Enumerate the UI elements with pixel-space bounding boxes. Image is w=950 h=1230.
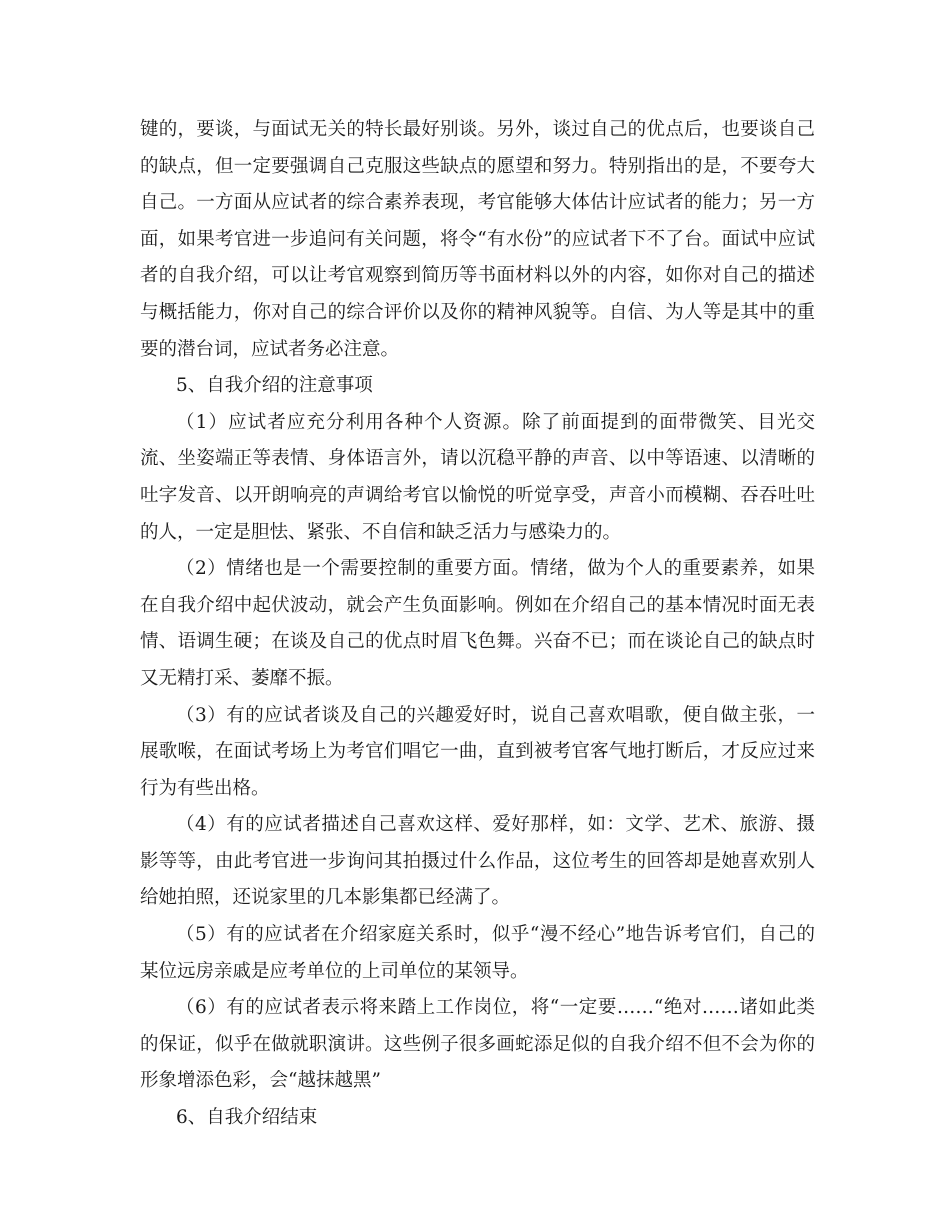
paragraph-item-1: （1）应试者应充分利用各种个人资源。除了前面提到的面带微笑、目光交流、坐姿端正等表情、身体语言外，请以沉稳平静的声音、以中等语速、以清晰的吐字发音、以开朗响亮的声调给考官以愉悦的听觉享受，声音小而模糊、吞吞吐吐的人，一定是胆怯、紧张、不自信和缺乏活力与感染力的。 [140, 411, 815, 543]
paragraph-continued-intro: 键的，要谈，与面试无关的特长最好别谈。另外，谈过自己的优点后，也要谈自己的缺点，但一定要强调自己克服这些缺点的愿望和努力。特别指出的是，不要夸大自己。一方面从应试者的综合素养表现，考官能够大体估计应试者的能力；另一方面，如果考官进一步追问有关问题，将令“有水份”的应试者下不了台。面试中应试者的自我介绍，可以让考官观察到简历等书面材料以外的内容，如你对自己的描述与概括能力，你对自己的综合评价以及你的精神风貌等。自信、为人等是其中的重要的潜台词，应试者务必注意。 [140, 119, 815, 360]
paragraph-item-2: （2）情绪也是一个需要控制的重要方面。情绪，做为个人的重要素养，如果在自我介绍中起伏波动，就会产生负面影响。例如在介绍自己的基本情况时面无表情、语调生硬；在谈及自己的优点时眉飞色舞。兴奋不已；而在谈论自己的缺点时又无精打采、萎靡不振。 [140, 558, 815, 689]
paragraph-item-6: （6）有的应试者表示将来踏上工作岗位，将“一定要……“绝对……诸如此类的保证，似乎在做就职演讲。这些例子很多画蛇添足似的自我介绍不但不会为你的形象增添色彩，会“越抹越黑” [140, 997, 815, 1092]
paragraph-item-5: （5）有的应试者在介绍家庭关系时，似乎“漫不经心”地告诉考官们，自己的某位远房亲戚是应考单位的上司单位的某领导。 [140, 924, 815, 982]
section-heading-5: 5、自我介绍的注意事项 [176, 375, 373, 397]
section-heading-6: 6、自我介绍结束 [176, 1107, 318, 1129]
paragraph-item-3: （3）有的应试者谈及自己的兴趣爱好时，说自己喜欢唱歌，便自做主张，一展歌喉，在面试考场上为考官们唱它一曲，直到被考官客气地打断后，才反应过来行为有些出格。 [140, 704, 815, 799]
paragraph-item-4: （4）有的应试者描述自己喜欢这样、爱好那样，如：文学、艺术、旅游、摄影等等，由此考官进一步询问其拍摄过什么作品，这位考生的回答却是她喜欢别人给她拍照，还说家里的几本影集都已经满了。 [140, 814, 815, 909]
document-body [140, 112, 815, 1137]
